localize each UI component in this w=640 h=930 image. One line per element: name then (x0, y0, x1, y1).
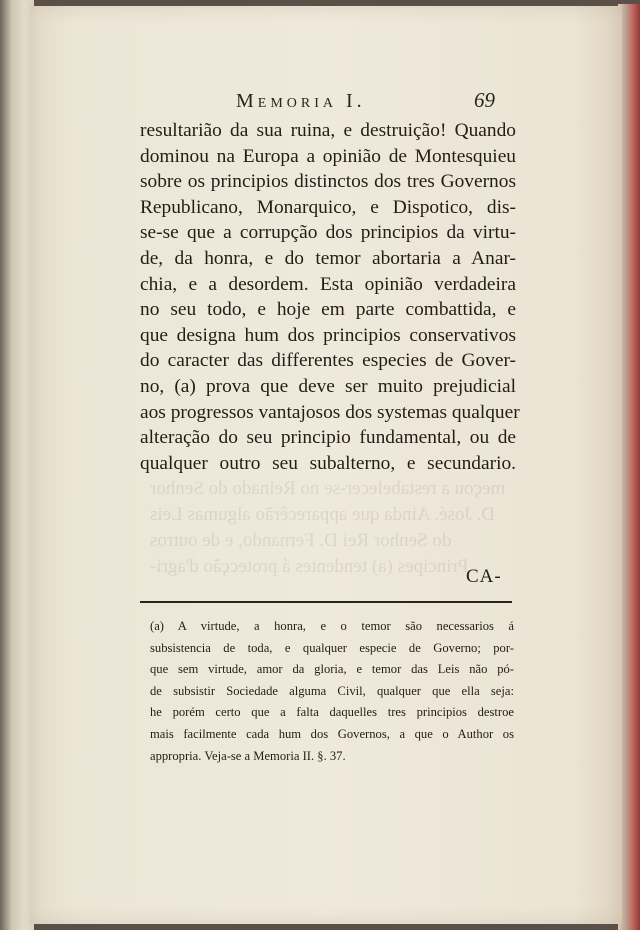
footnote-line: appropria. Veja-se a Memoria II. §. 37. (150, 748, 346, 763)
text-line: qualquer outro seu subalterno, e secundario. (140, 452, 516, 474)
catchword: CA- (466, 566, 502, 587)
footnote-divider (140, 601, 512, 603)
footnote-line: (a) A virtude, a honra, e o temor são necessarios á (150, 619, 514, 633)
book-spine-edge (0, 0, 34, 930)
text-line: Republicano, Monarquico, e Dispotico, dis- (140, 196, 516, 218)
text-line: dominou na Europa a opinião de Montesquieu (140, 145, 516, 167)
text-line: se-se que a corrupção dos principios da virtu- (140, 222, 516, 244)
footnote-block (150, 616, 514, 767)
footnote-line: de subsistir Sociedade alguma Civil, qualquer que ella seja: (150, 683, 514, 698)
text-line: chia, e a desordem. Esta opinião verdadeira (140, 273, 516, 295)
footnote-line: subsistencia de toda, e qualquer especie de Governo; por- (150, 640, 514, 655)
text-line: resultarião da sua ruina, e destruição! Quando (140, 120, 516, 141)
text-line: no seu todo, e hoje em parte combattida, e (140, 299, 516, 321)
page-header (236, 88, 516, 118)
text-line: sobre os principios distinctos dos tres Governos (140, 171, 516, 193)
show-through-text: meçou a restabelecer-se no Reinado do Senhor (150, 478, 506, 499)
text-line: de, da honra, e do temor abortaria a Anar- (140, 247, 516, 269)
text-line: aos progressos vantajosos dos systemas qualquer (140, 401, 520, 423)
text-line: no, (a) prova que deve ser muito prejudicial (140, 375, 516, 397)
show-through-text: Principes (a) tendentes á protecção d'agri- (150, 556, 469, 577)
page-number: 69 (474, 88, 495, 112)
show-through-text: D. José. Ainda que apparecêrão algumas Leis (150, 504, 496, 525)
text-line: que designa hum dos principios conservativos (140, 324, 516, 346)
footnote-line: he porém certo que a falta daquelles tres principios destroe (150, 705, 514, 720)
show-through-text: do Senhor Rei D. Fernando, e de outros (150, 530, 452, 551)
text-line: alteração do seu principio fundamental, ou de (140, 427, 516, 449)
footnote-line: que sem virtude, amor da gloria, e temor das Leis não pó- (150, 662, 514, 677)
footnote-line: mais facilmente cada hum dos Governos, a que o Author os (150, 726, 514, 741)
main-text-block (140, 118, 520, 476)
text-line: do caracter das differentes especies de Gover- (140, 350, 516, 372)
running-title: Memoria I. (236, 90, 366, 112)
